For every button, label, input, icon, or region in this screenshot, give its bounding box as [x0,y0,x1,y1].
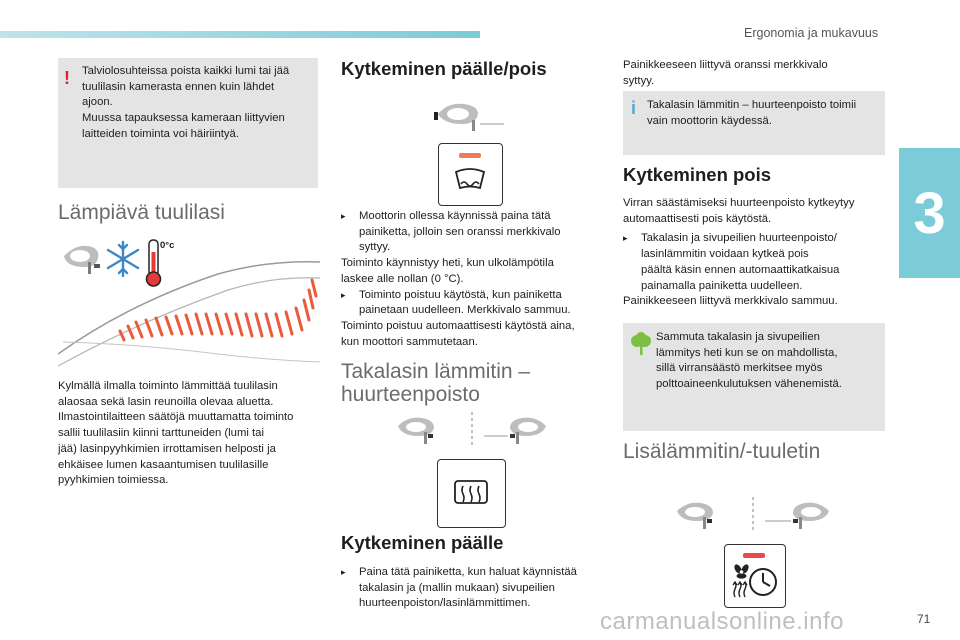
warning-line: ajoon. [82,96,113,109]
body-line: jää) lasinpyyhkimien irrottamisen helposti ja [58,442,276,455]
text-line: Paina tätä painiketta, kun haluat käynnistää [359,566,577,578]
heated-windscreen-body [58,379,320,489]
heading-on-off: Kytkeminen päälle/pois [341,58,547,79]
steering-wheels-lhd-rhd-illustration [673,497,833,533]
eco-text [656,330,882,393]
watermark: carmanualsonline.info [600,608,844,635]
header-accent-bar [0,31,480,38]
switch-off-instructions [623,196,885,310]
warning-text [82,64,317,143]
info-text [647,98,883,129]
page-number: 71 [917,612,931,626]
text-line: Toiminto käynnistyy heti, kun ulkolämpötila [341,257,554,270]
text-line: huurteenpoiston/lasinlämmittimen. [359,597,531,610]
on-off-instructions [341,209,603,350]
heading-switch-off: Kytkeminen pois [623,164,772,185]
text-line: painamalla painiketta uudelleen. [641,279,803,292]
heated-windscreen-illustration [58,234,320,372]
heading-auxiliary-heater: Lisälämmitin/-tuuletin [623,440,821,463]
body-line: ehkäisee lumen kasaantumisen tuulilasille [58,458,269,471]
bullet-item [341,209,603,256]
heading-switch-on: Kytkeminen päälle [341,532,504,553]
body-line: alaosaa sekä lasin reunoilla olevaa aluetta. [58,395,274,408]
text-line: lämmitys heti kun se on mahdollista, [656,346,838,359]
body-line: sallii tuulilasiin kiinni tarttuneiden (lumi tai [58,427,264,440]
steering-wheel-icon [434,100,504,132]
text-line: takalasin ja (mallin mukaan) sivupeilien [359,581,555,594]
heated-windscreen-button[interactable] [438,143,503,206]
heating-element-marks [120,280,316,340]
text-line: Takalasin lämmitin – huurteenpoisto toimii [647,99,857,111]
bullet-arrow-icon: ▸ [341,211,346,221]
text-line: Takalasin ja sivupeilien huurteenpoisto/ [641,232,837,245]
text-line: kun moottori sammutetaan. [341,335,478,348]
heading-line: Takalasin lämmitin – [341,360,531,383]
text-line: Toiminto poistuu automaattisesti käytöstä aina, [341,319,575,332]
text-line: syttyy. [359,241,391,254]
text-line: laskee alle nollan (0 °C). [341,272,464,285]
text-line: Moottorin ollessa käynnissä paina tätä [359,210,551,222]
clock-icon [750,569,776,595]
bullet-item [341,288,603,319]
snowflake-icon [108,242,138,276]
bullet-item [341,565,603,612]
text-line: Painikkeeseen liittyvä merkkivalo sammuu. [623,295,838,308]
heading-line: huurteenpoisto [341,383,480,406]
warning-line: tuulilasin kamerasta ennen kuin lähdet [82,80,275,93]
body-line: Kylmällä ilmalla toiminto lämmittää tuulilasin [58,380,278,392]
text-line: Virran säästämiseksi huurteenpoisto kytkeytyy [623,197,855,209]
heater-timer-icon [731,563,779,601]
indicator-light-note [623,58,885,89]
thermometer-icon [147,240,161,286]
red-indicator-light [743,553,765,558]
bullet-arrow-icon: ▸ [341,567,346,577]
bullet-arrow-icon: ▸ [623,233,628,244]
text-line: Painikkeeseen liittyvä oranssi merkkivalo [623,59,828,71]
steering-wheel-icon [64,246,100,274]
text-line: lasinlämmitin voidaan kytkeä pois [641,248,809,261]
text-line: painetaan uudelleen. Merkkivalo sammuu. [359,304,571,317]
text-line: syttyy. [623,74,655,87]
rear-demist-icon [452,478,490,508]
text-line: vain moottorin käydessä. [647,114,772,127]
temperature-label: 0°c [160,240,175,251]
rear-screen-demist-button[interactable] [437,459,506,528]
section-title: Ergonomia ja mukavuus [744,26,879,40]
body-line: pyyhkimien toimiessa. [58,474,169,487]
eco-tree-icon [630,332,652,356]
info-icon: i [631,98,637,118]
heading-rear-screen-demist [341,360,530,406]
windscreen-heating-icon [453,166,487,194]
heading-heated-windscreen: Lämpiävä tuulilasi [58,201,225,224]
heat-waves-icon [733,582,747,597]
chapter-tab: 3 [899,148,960,278]
text-line: polttoaineenkulutuksen vähenemistä. [656,378,842,391]
steering-wheels-lhd-rhd-illustration [394,412,550,448]
text-line: päältä käsin ennen automaattikatkaisua [641,263,840,276]
warning-line: Muussa tapauksessa kameraan liittyvien [82,112,285,125]
text-line: sillä virransäästö merkitsee myös [656,362,823,375]
text-line: Toiminto poistuu käytöstä, kun painiketta [359,288,562,301]
warning-line: Talviolosuhteissa poista kaikki lumi tai jää [82,65,290,77]
bullet-arrow-icon: ▸ [341,289,346,300]
text-line: Sammuta takalasin ja sivupeilien [656,331,820,343]
orange-indicator-light [459,153,481,158]
bullet-item [623,231,885,294]
body-line: Ilmastointilaitteen säätöjä muuttamatta toiminto [58,411,294,424]
fan-icon [733,563,750,578]
warning-exclamation-icon: ! [64,68,70,88]
switch-on-instructions [341,565,603,612]
warning-line: laitteiden toiminta voi häiriintyä. [82,127,239,140]
auxiliary-heater-button[interactable] [724,544,786,608]
text-line: painiketta, jolloin sen oranssi merkkivalo [359,225,561,238]
text-line: automaattisesti pois käytöstä. [623,212,772,225]
